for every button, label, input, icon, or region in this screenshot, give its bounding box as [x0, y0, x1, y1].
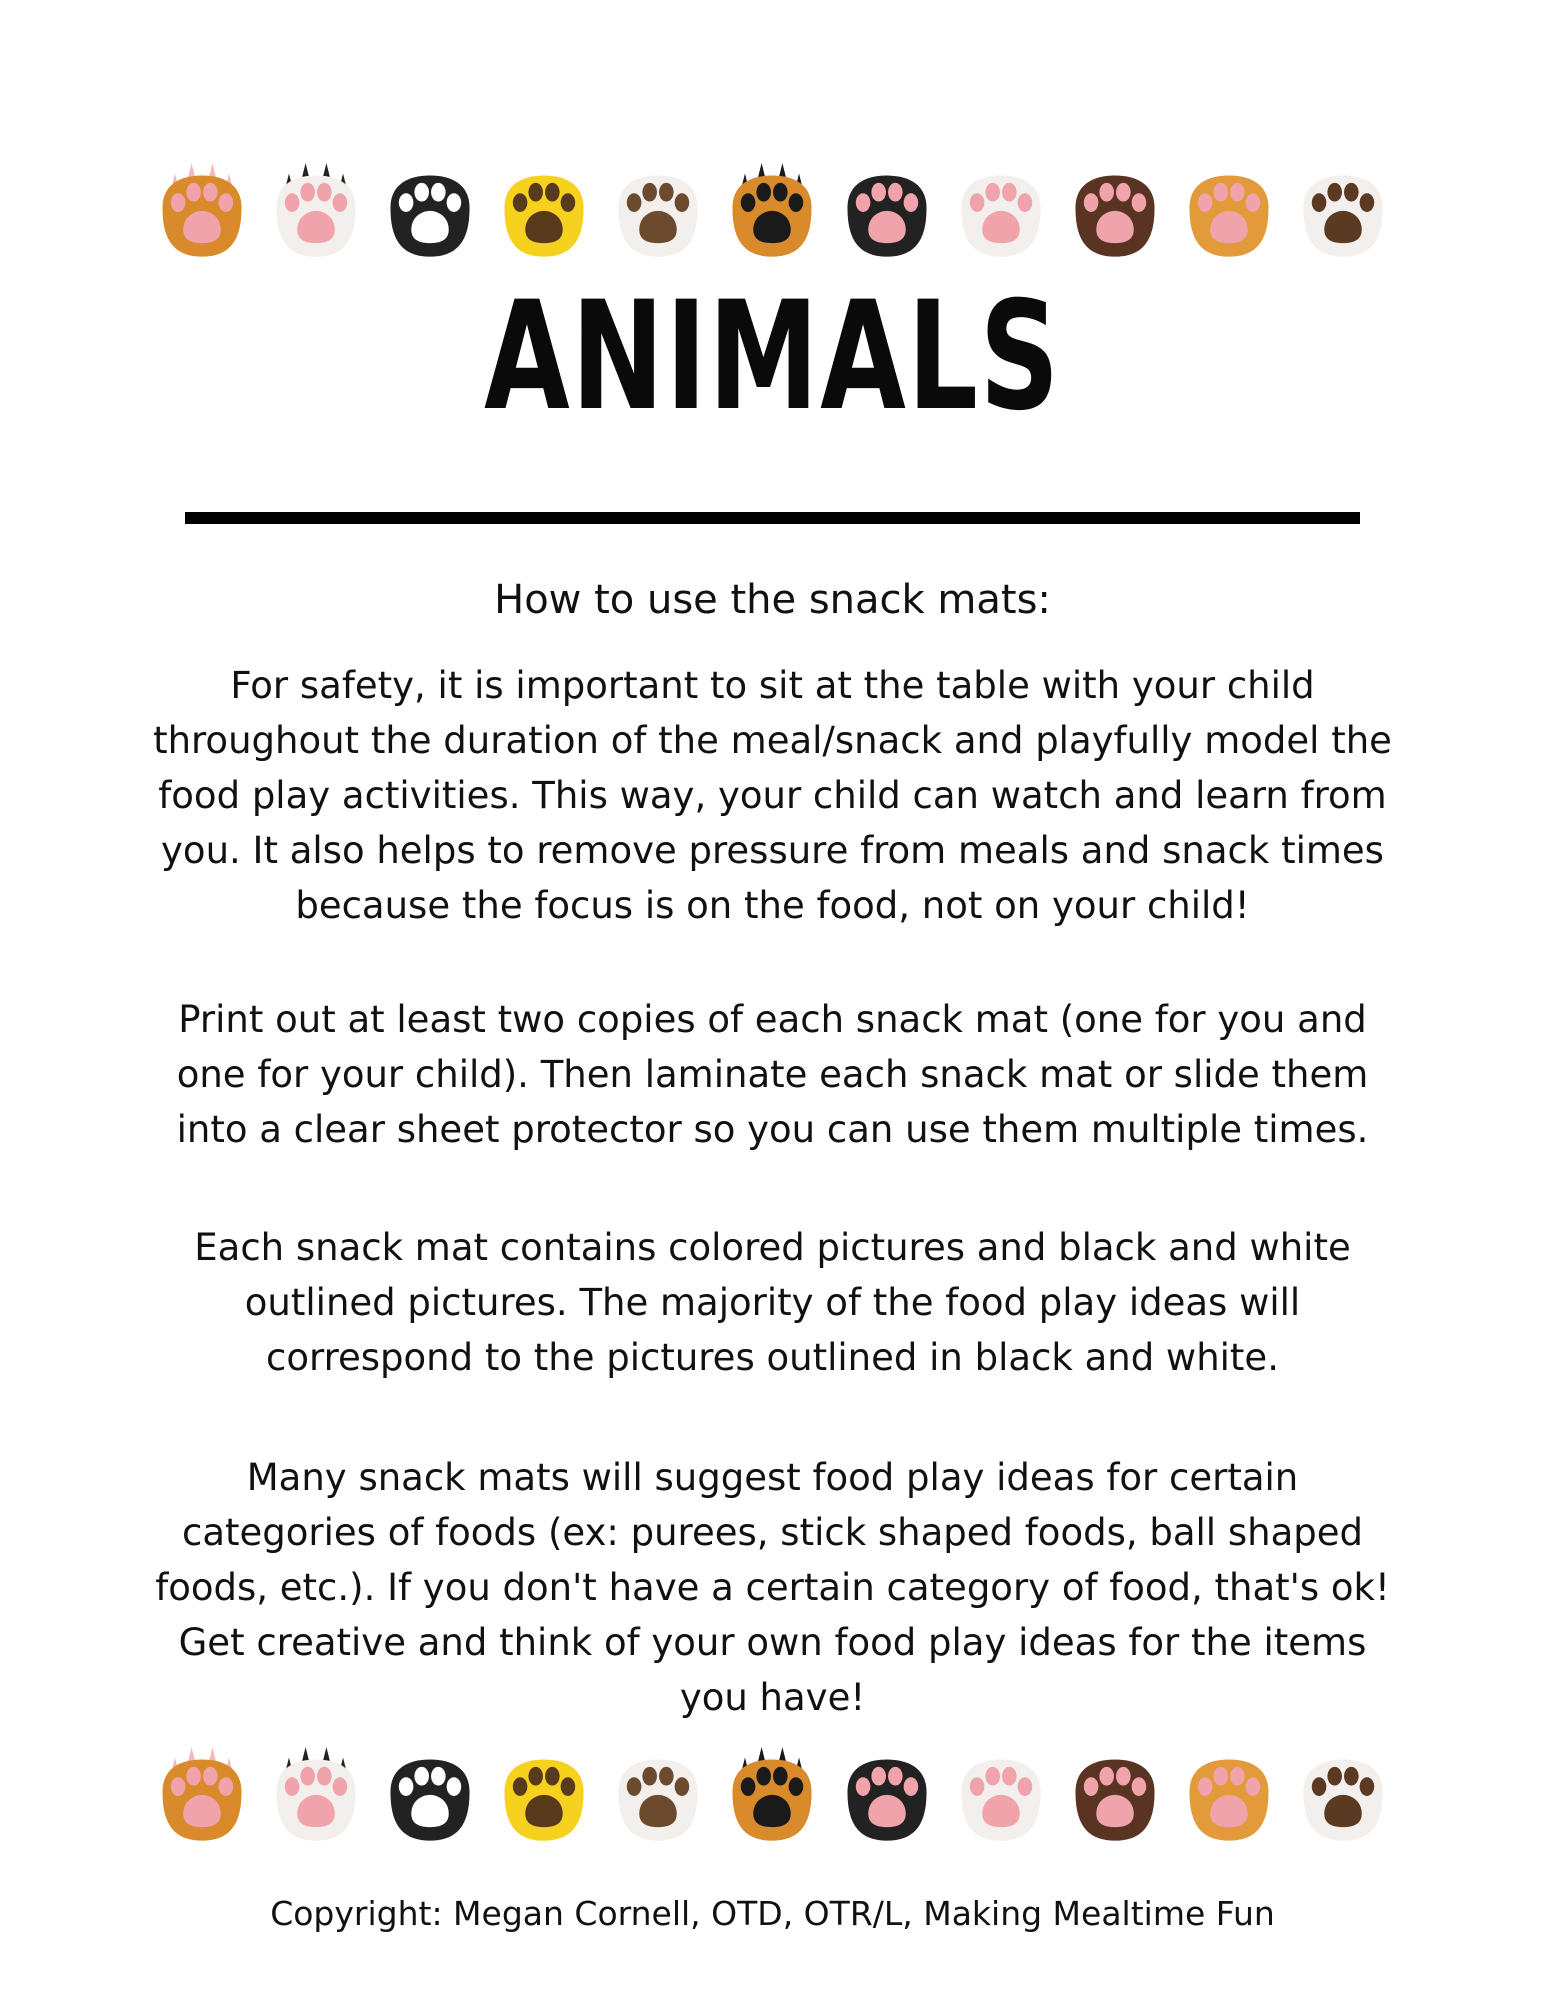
paw-print-icon [606, 161, 710, 265]
paw-print-icon [606, 1745, 710, 1849]
paw-print-icon [378, 1745, 482, 1849]
title-divider [185, 512, 1360, 524]
paw-print-icon [720, 1745, 824, 1849]
paragraph-safety: For safety, it is important to sit at the table with your child throughout the duration of the meal/snack and playfully model the food play activities. This way, your child can watch and learn from you. It also helps to remove pressure from meals and snack times because the focus is on the food, not on your child! [153, 664, 1392, 927]
paw-print-icon [492, 161, 596, 265]
instructions-heading: How to use the snack mats: [494, 577, 1051, 623]
paw-print-icon [378, 161, 482, 265]
paw-print-icon [1291, 161, 1395, 265]
paw-print-icon [1063, 161, 1167, 265]
paw-print-icon [720, 161, 824, 265]
paragraph-printing: Print out at least two copies of each snack mat (one for you and one for your child). Then laminate each snack mat or slide them into a clear sheet protector so you can use them multiple times. [176, 998, 1369, 1151]
paw-print-icon [1177, 1745, 1281, 1849]
paragraph-pictures: Each snack mat contains colored pictures and black and white outlined pictures. The majority of the food play ideas will correspond to the pictures outlined in black and white. [194, 1226, 1351, 1379]
paw-print-icon [835, 1745, 939, 1849]
paw-print-icon [835, 161, 939, 265]
bottom-paw-border [150, 1742, 1395, 1852]
paw-print-icon [1291, 1745, 1395, 1849]
paw-print-icon [264, 161, 368, 265]
paw-print-icon [150, 1745, 254, 1849]
paw-print-icon [949, 161, 1053, 265]
paw-print-icon [492, 1745, 596, 1849]
copyright-footer: Copyright: Megan Cornell, OTD, OTR/L, Making Mealtime Fun [270, 1894, 1275, 1933]
paw-print-icon [150, 161, 254, 265]
paw-print-icon [1063, 1745, 1167, 1849]
top-paw-border [150, 158, 1395, 268]
page-title: ANIMALS [484, 270, 1061, 444]
paragraph-categories: Many snack mats will suggest food play ideas for certain categories of foods (ex: purees, stick shaped foods, ball shaped foods, etc.). If you don't have a certain category of food, that's ok! Get creative and think of your own food play ideas for the items you have! [155, 1456, 1390, 1719]
paw-print-icon [949, 1745, 1053, 1849]
paw-print-icon [1177, 161, 1281, 265]
paw-print-icon [264, 1745, 368, 1849]
